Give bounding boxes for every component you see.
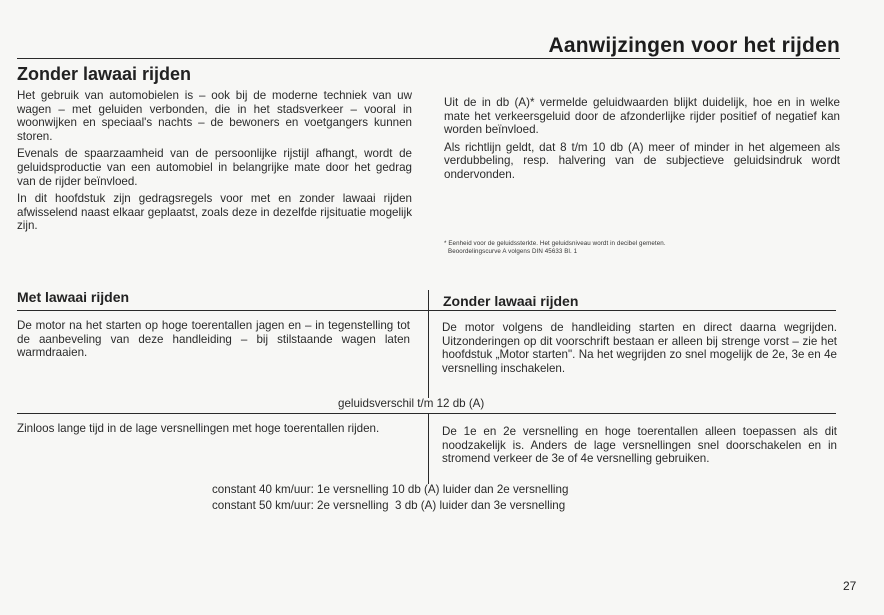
- intro-paragraph: Uit de in db (A)* vermelde geluidwaarden blijkt duidelijk, hoe en in welke mate het verkeersgeluid door de afzonderlijke rijder positief of negatief kan worden beïnvloed.: [444, 96, 840, 137]
- heading-rule: [17, 310, 836, 311]
- footnote-line: * Eenheid voor de geluidssterkte. Het geluidsniveau wordt in decibel gemeten.: [444, 240, 666, 247]
- header-rule: [17, 58, 840, 59]
- comparison-row-right: De motor volgens de handleiding starten en direct daarna wegrijden. Uitzonderingen op dit voorschrift bestaan er alleen bij strenge vorst – zie het hoofdstuk „Motor starten". Na het wegrijden zo snel mogelijk de 2e, 3e en 4e versnelling inschakelen.: [442, 321, 837, 375]
- intro-paragraph: Als richtlijn geldt, dat 8 t/m 10 db (A) meer of minder in het algemeen als verdubbeling, resp. halvering van de subjectieve geluidsindruk wordt ondervonden.: [444, 140, 840, 181]
- comparison-row-right: De 1e en 2e versnelling en hoge toerentallen alleen toepassen als dit noodzakelijk is. Anders de lage versnellingen snel doorschakelen en in stromend verkeer de 3e of 4e versnelling gebruiken.: [442, 425, 837, 466]
- noise-difference-note: geluidsverschil t/m 12 db (A): [338, 397, 485, 410]
- column-heading-without-noise: Zonder lawaai rijden: [443, 293, 579, 309]
- comparison-row-left: Zinloos lange tijd in de lage versnellingen met hoge toerentallen rijden.: [17, 422, 380, 435]
- comparison-row-left: De motor na het starten op hoge toerentallen jagen en – in tegenstelling tot de aanbeveling van deze handleiding – bij stilstaande wagen laten warmdraaien.: [17, 319, 410, 360]
- column-divider: [428, 312, 429, 398]
- page-header-title: Aanwijzingen voor het rijden: [548, 34, 840, 57]
- footnote-line: Beoordelingscurve A volgens DIN 45633 Bl. 1: [448, 248, 578, 255]
- noise-difference-note: constant 40 km/uur: 1e versnelling 10 db (A) luider dan 2e versnelling: [212, 483, 569, 496]
- intro-paragraph: In dit hoofdstuk zijn gedragsregels voor met en zonder lawaai rijden afwisselend naast elkaar geplaatst, zoals deze in dezelfde rijsituatie mogelijk zijn.: [17, 192, 412, 233]
- footnote: [444, 240, 840, 256]
- noise-difference-note: constant 50 km/uur: 2e versnelling 3 db (A) luider dan 3e versnelling: [212, 499, 566, 512]
- intro-right-column: [444, 96, 840, 182]
- page-number: 27: [843, 579, 857, 593]
- intro-paragraph: Evenals de spaarzaamheid van de persoonlijke rijstijl afhangt, wordt de geluidsproductie van een automobiel in belangrijke mate door het gedrag van de rijder beïnvloed.: [17, 147, 412, 188]
- section-heading-intro: Zonder lawaai rijden: [17, 64, 192, 84]
- row-rule: [17, 413, 836, 414]
- intro-paragraph: Het gebruik van automobielen is – ook bij de moderne techniek van uw wagen – met geluiden verbonden, die in het stadsverkeer – vooral in woonwijken en speciaal's nachts – de bewoners en voetgangers kunnen storen.: [17, 89, 412, 143]
- column-divider: [428, 414, 429, 484]
- column-heading-with-noise: Met lawaai rijden: [17, 289, 130, 305]
- column-divider: [428, 290, 429, 312]
- intro-left-column: [17, 89, 412, 233]
